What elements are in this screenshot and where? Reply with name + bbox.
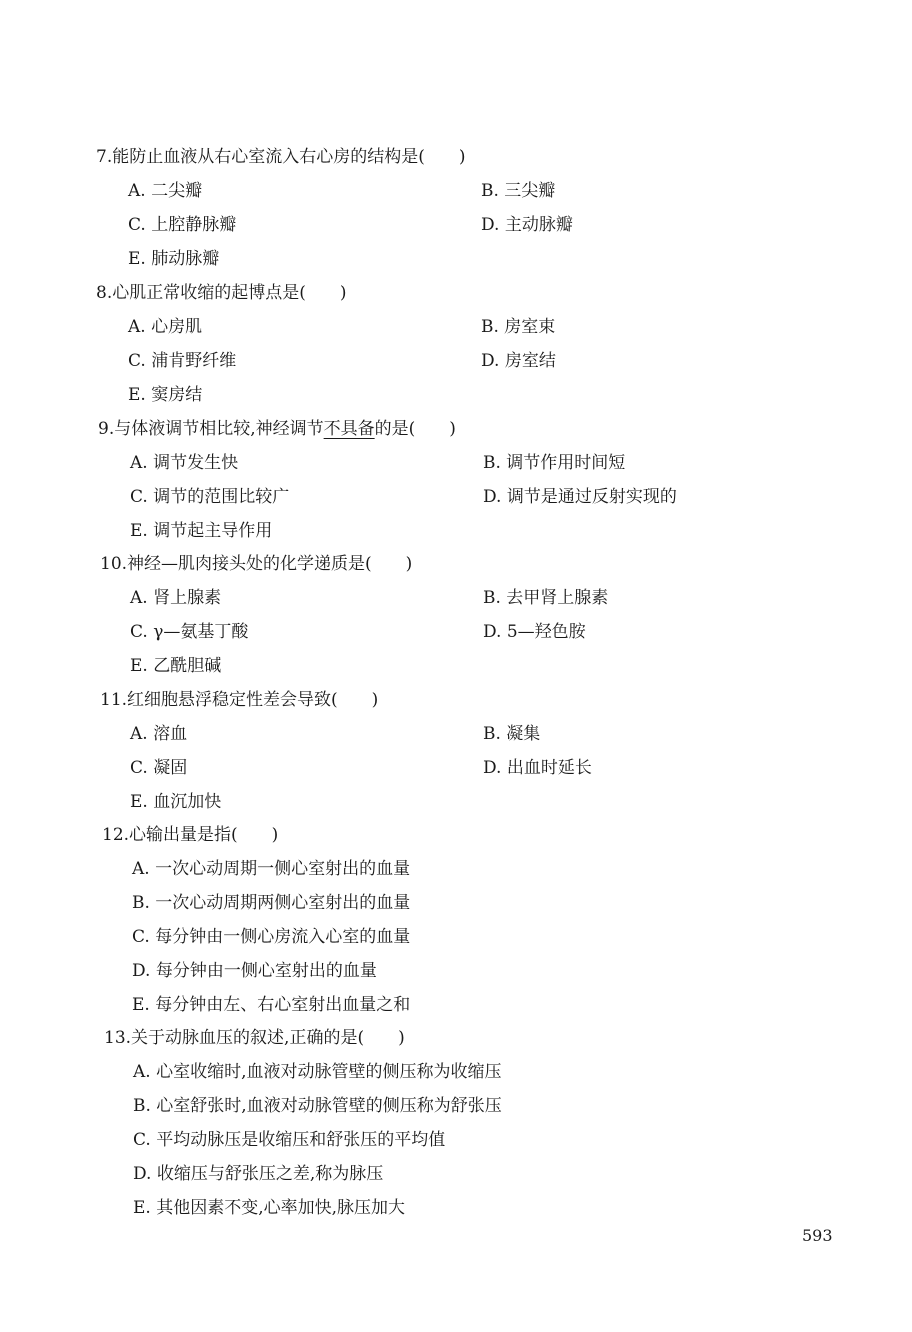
question-12-option-e: E. 每分钟由左、右心室射出血量之和: [132, 995, 411, 1015]
question-10-stem: 10.神经—肌肉接头处的化学递质是( ): [100, 554, 413, 574]
question-9-stem-underlined: 不具备: [323, 419, 375, 439]
question-7-stem: 7.能防止血液从右心室流入右心房的结构是( ): [96, 147, 466, 167]
question-10-option-b: B. 去甲肾上腺素: [483, 588, 609, 608]
question-9-stem-pre: 9.与体液调节相比较,神经调节: [98, 419, 324, 439]
question-7-option-e: E. 肺动脉瓣: [128, 249, 220, 269]
question-13-stem: 13.关于动脉血压的叙述,正确的是( ): [104, 1028, 405, 1048]
question-9-option-b: B. 调节作用时间短: [483, 453, 626, 473]
question-8-option-d: D. 房室结: [481, 351, 556, 371]
question-8-stem: 8.心肌正常收缩的起博点是( ): [96, 283, 347, 303]
question-9-stem-post: 的是( ): [374, 419, 456, 439]
question-11-option-c: C. 凝固: [130, 758, 188, 778]
question-9-option-d: D. 调节是通过反射实现的: [483, 487, 677, 507]
question-8-option-e: E. 窦房结: [128, 385, 203, 405]
question-7-option-a: A. 二尖瓣: [128, 181, 203, 201]
question-11-option-d: D. 出血时延长: [483, 758, 592, 778]
question-8-option-b: B. 房室束: [481, 317, 556, 337]
question-12-stem: 12.心输出量是指( ): [102, 825, 279, 845]
question-13-option-b: B. 心室舒张时,血液对动脉管壁的侧压称为舒张压: [133, 1096, 502, 1116]
question-13-option-d: D. 收缩压与舒张压之差,称为脉压: [133, 1164, 384, 1184]
question-10-option-a: A. 肾上腺素: [130, 588, 222, 608]
question-13-option-e: E. 其他因素不变,心率加快,脉压加大: [133, 1198, 406, 1218]
page-number: 593: [802, 1226, 833, 1245]
question-13-option-c: C. 平均动脉压是收缩压和舒张压的平均值: [133, 1130, 446, 1150]
question-9-option-a: A. 调节发生快: [130, 453, 239, 473]
question-7-option-c: C. 上腔静脉瓣: [128, 215, 237, 235]
question-10-option-d: D. 5—羟色胺: [483, 622, 586, 642]
question-13-option-a: A. 心室收缩时,血液对动脉管壁的侧压称为收缩压: [133, 1062, 502, 1082]
question-12-option-d: D. 每分钟由一侧心室射出的血量: [132, 961, 377, 981]
question-11-option-e: E. 血沉加快: [130, 792, 222, 812]
question-12-option-c: C. 每分钟由一侧心房流入心室的血量: [132, 927, 411, 947]
question-11-option-a: A. 溶血: [130, 724, 188, 744]
question-10-option-e: E. 乙酰胆碱: [130, 656, 222, 676]
question-12-option-a: A. 一次心动周期一侧心室射出的血量: [132, 859, 411, 879]
question-11-stem: 11.红细胞悬浮稳定性差会导致( ): [100, 690, 379, 710]
question-10-option-c: C. γ—氨基丁酸: [130, 622, 249, 642]
question-7-option-b: B. 三尖瓣: [481, 181, 556, 201]
question-9-stem: [98, 419, 456, 439]
question-9-option-c: C. 调节的范围比较广: [130, 487, 290, 507]
question-7-option-d: D. 主动脉瓣: [481, 215, 573, 235]
question-8-option-a: A. 心房肌: [128, 317, 203, 337]
question-8-option-c: C. 浦肯野纤维: [128, 351, 237, 371]
question-11-option-b: B. 凝集: [483, 724, 541, 744]
question-12-option-b: B. 一次心动周期两侧心室射出的血量: [132, 893, 411, 913]
question-9-option-e: E. 调节起主导作用: [130, 521, 273, 541]
